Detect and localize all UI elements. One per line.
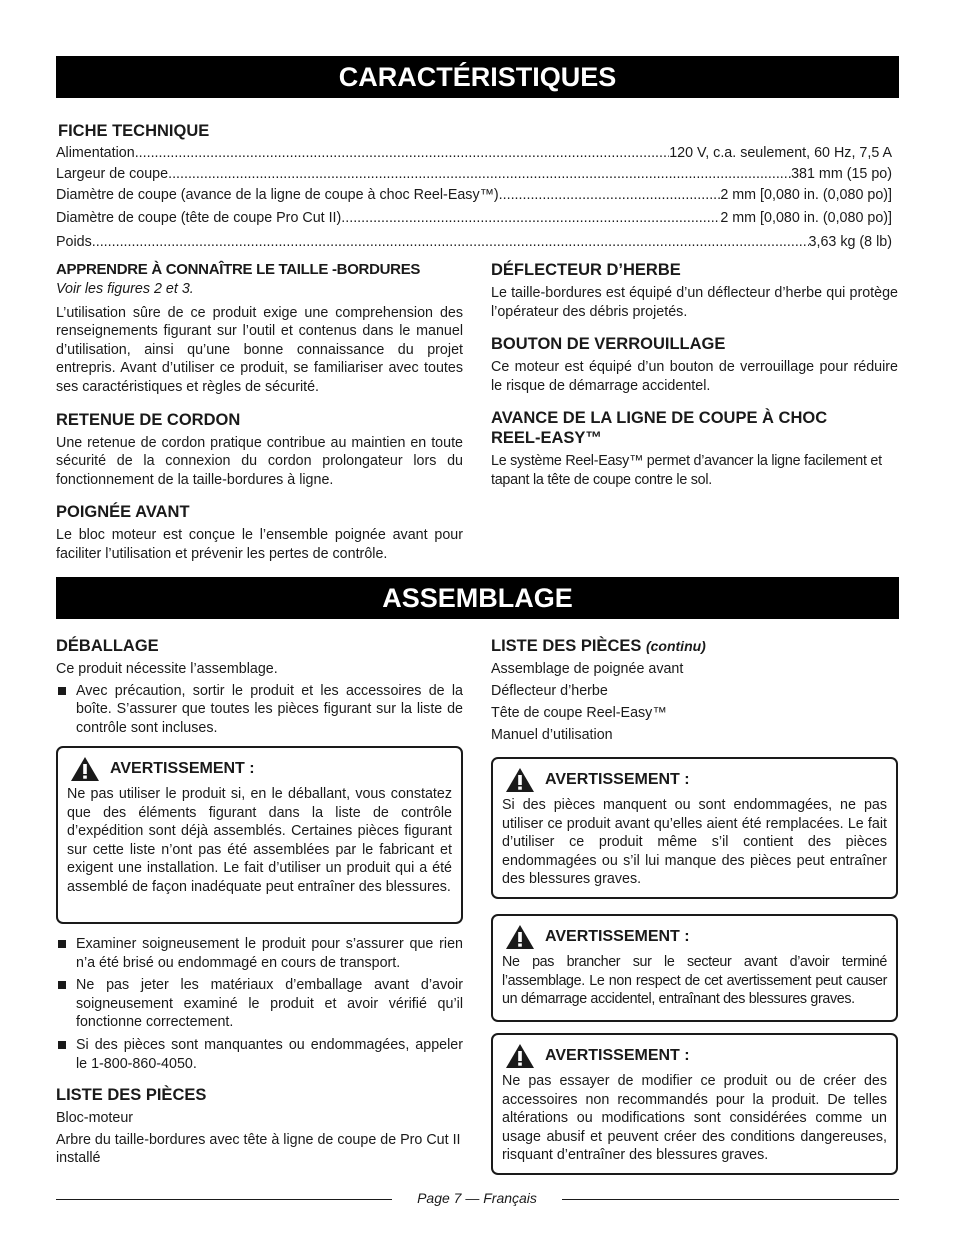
warning-text: Ne pas utiliser le produit si, en le déballant, vous constatez que des éléments figurant dans la liste de contrôle d’expédition sont déjà assemblés. Certaines pièces figurant sur cette liste n’ont pas été assemblées par le fabricant et exigent une installation. Le fait d’utiliser un produit qui a été assemblé de façon inadéquate peut entraîner des blessures.: [67, 786, 452, 895]
page-footer: Page 7 — Français: [417, 1190, 537, 1206]
spec-label: Alimentation: [56, 145, 135, 161]
liste-pieces-continued-heading: [491, 636, 898, 656]
warning-text: Ne pas essayer de modifier ce produit ou de créer des accessoires non recommandés pour la produit. De telles altérations ou modifications sont considérées comme un usage abusif et peuvent créer des conditions dangereuses, risquant d’entraîner des blessures graves.: [502, 1073, 887, 1164]
liste-pieces-title: LISTE DES PIÈCES: [491, 637, 642, 655]
spec-row: [56, 144, 892, 163]
parts-list-item: Bloc-moteur: [56, 1110, 134, 1127]
warning-triangle-icon: [505, 924, 535, 950]
warning-box-power: [491, 914, 898, 1022]
spec-value: 2 mm [0,080 in. (0,080 po)]: [720, 187, 892, 203]
fiche-technique-title: FICHE TECHNIQUE: [58, 122, 210, 140]
poignee-text: Le bloc moteur est conçue le l’ensemble poignée avant pour faciliter l’utilisation et prévenir les pertes de contrôle.: [56, 527, 463, 562]
warning-text: Ne pas brancher sur le secteur avant d’avoir terminé l’assemblage. Le non respect de cet avertissement peut causer un démarrage accidentel, entraînant des blessures graves.: [502, 954, 887, 1008]
assembly-right-column-top: [491, 636, 898, 744]
leader-dots: [499, 186, 721, 205]
apprendre-heading: APPRENDRE À CONNAÎTRE LE TAILLE -BORDURES: [56, 261, 421, 278]
spec-row: [56, 233, 892, 252]
spec-value: 381 mm (15 po): [791, 166, 892, 182]
warning-title: AVERTISSEMENT :: [545, 770, 690, 788]
warning-header: [67, 756, 452, 782]
bullet-square-icon: [58, 1041, 66, 1049]
bullet-text: Si des pièces sont manquantes ou endommagées, appeler le 1-800-860-4050.: [76, 1036, 463, 1072]
bullet-text: Avec précaution, sortir le produit et les accessoires de la boîte. S’assurer que toutes les pièces figurant sur la liste de contrôle sont incluses.: [76, 682, 463, 736]
spec-label: Poids: [56, 234, 92, 250]
bullet-text: Ne pas jeter les matériaux d’emballage avant d’avoir soigneusement examiné le produit et avoir vérifié qu’il fonctionne correctement.: [76, 977, 463, 1031]
continued-label: (continu): [645, 638, 706, 654]
bullet-item: [56, 976, 463, 1032]
bullet-square-icon: [58, 981, 66, 989]
poignee-heading: POIGNÉE AVANT: [56, 503, 190, 522]
parts-list-item: Arbre du taille-bordures avec tête à ligne de coupe de Pro Cut II installé: [56, 1131, 461, 1167]
warning-header: [502, 767, 887, 793]
parts-list-item: Assemblage de poignée avant: [491, 660, 684, 677]
features-right-column: [491, 260, 898, 490]
warning-triangle-icon: [505, 767, 535, 793]
spec-label: Largeur de coupe: [56, 166, 169, 182]
leader-dots: [341, 209, 720, 228]
warning-triangle-icon: [505, 1043, 535, 1069]
spec-value: 3,63 kg (8 lb): [808, 234, 892, 250]
footer-rule-right: [562, 1199, 899, 1200]
parts-list-item: Manuel d’utilisation: [491, 726, 613, 743]
warning-title: AVERTISSEMENT :: [110, 759, 255, 777]
deflecteur-text: Le taille-bordures est équipé d’un déflecteur d’herbe qui protège l’opérateur des débris projetés.: [491, 285, 898, 320]
leader-dots: [135, 144, 670, 163]
deballage-intro: Ce produit nécessite l’assemblage.: [56, 661, 278, 677]
bullet-text: Examiner soigneusement le produit pour s’assurer que rien n’a été brisé ou endommagé en cours de transport.: [76, 936, 463, 971]
section-banner-assemblage: ASSEMBLAGE: [56, 577, 899, 619]
spec-row: [56, 186, 892, 205]
spec-value: 120 V, c.a. seulement, 60 Hz, 7,5 A: [669, 145, 892, 161]
bullet-square-icon: [58, 940, 66, 948]
retenue-heading: RETENUE DE CORDON: [56, 410, 241, 429]
liste-pieces-heading: LISTE DES PIÈCES: [56, 1086, 207, 1105]
warning-header: [502, 924, 887, 950]
bouton-text: Ce moteur est équipé d’un bouton de verrouillage pour réduire le risque de démarrage accidentel.: [491, 359, 898, 394]
warning-box-missing-parts: [491, 757, 898, 899]
deflecteur-heading: DÉFLECTEUR D’HERBE: [491, 261, 681, 279]
spec-value: 2 mm [0,080 in. (0,080 po)]: [720, 210, 892, 226]
apprendre-subtitle: Voir les figures 2 et 3.: [56, 281, 194, 297]
bullet-item: [56, 1036, 463, 1073]
leader-dots: [168, 165, 791, 184]
avance-heading-line1: AVANCE DE LA LIGNE DE COUPE À CHOC: [491, 409, 828, 428]
bouton-heading: BOUTON DE VERROUILLAGE: [491, 335, 726, 354]
warning-title: AVERTISSEMENT :: [545, 927, 690, 945]
warning-title: AVERTISSEMENT :: [545, 1046, 690, 1064]
bullet-item: [56, 935, 463, 972]
warning-text: Si des pièces manquent ou sont endommagées, ne pas utiliser ce produit avant qu’elles aient été remplacées. Le fait d’utiliser ce produit même s’il contient des pièces endommagées ou s’il lui manque des pièces peut entraîner des blessures graves.: [502, 797, 887, 888]
retenue-text: Une retenue de cordon pratique contribue au maintien en toute sécurité de la connexion du cordon prolongateur lors du fonctionnement de la taille-bordures à ligne.: [56, 434, 463, 488]
spec-label: Diamètre de coupe (tête de coupe Pro Cut II): [56, 210, 342, 226]
spec-row: [56, 165, 892, 184]
warning-header: [502, 1043, 887, 1069]
parts-list-item: Déflecteur d’herbe: [491, 682, 608, 699]
avance-heading-line2: REEL-EASY™: [491, 429, 602, 448]
warning-box-unpacking: [56, 746, 463, 924]
apprendre-text: L’utilisation sûre de ce produit exige une comprehension des renseignements figurant sur l’outil et contenus dans le manuel d’utilisation, ainsi qu’une bonne connaissance du projet entrepris. Avant d’utiliser ce produit, se familiariser avec toutes ses caractéristiques et règles de sécurité.: [56, 304, 463, 395]
warning-box-modifications: [491, 1033, 898, 1175]
bullet-item: [56, 682, 463, 738]
deballage-heading: DÉBALLAGE: [56, 637, 159, 655]
features-left-column: [56, 260, 463, 564]
warning-triangle-icon: [70, 756, 100, 782]
assembly-left-column-top: [56, 636, 463, 737]
assembly-left-column-bottom: [56, 932, 463, 1168]
spec-label: Diamètre de coupe (avance de la ligne de coupe à choc Reel-Easy™): [56, 187, 499, 203]
footer-rule-left: [56, 1199, 392, 1200]
spec-row: [56, 209, 892, 228]
section-banner-caracteristiques: CARACTÉRISTIQUES: [56, 56, 899, 98]
leader-dots: [92, 233, 809, 252]
bullet-square-icon: [58, 687, 66, 695]
avance-text: Le système Reel-Easy™ permet d’avancer la ligne facilement et tapant la tête de coupe contre le sol.: [491, 453, 882, 488]
parts-list-item: Tête de coupe Reel-Easy™: [491, 704, 667, 721]
